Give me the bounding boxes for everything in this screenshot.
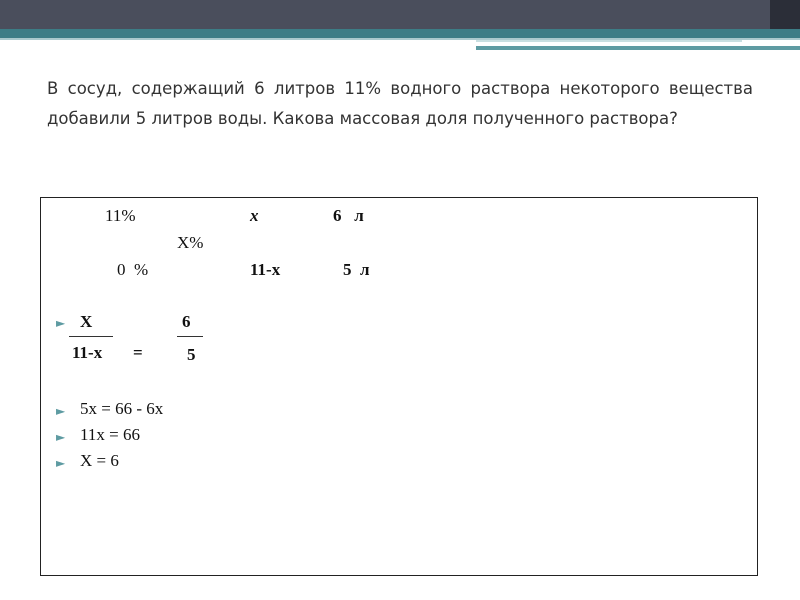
scheme-result-percent: X% <box>177 233 204 252</box>
solution-step: 5x = 66 - 6x <box>80 399 164 418</box>
scheme-row1-volume: 6 л <box>333 206 364 225</box>
bullet-icon: ► <box>56 316 66 330</box>
proportion-right-numerator: 6 <box>182 312 191 331</box>
scheme-row1-variable: x <box>250 206 259 225</box>
header-dark-bar <box>0 0 800 29</box>
solution-box <box>40 197 758 576</box>
bullet-icon: ► <box>56 456 66 470</box>
header-dark-corner <box>770 0 800 29</box>
proportion-left-numerator: X <box>80 312 93 331</box>
header-teal-bar <box>0 29 800 38</box>
solution-step: X = 6 <box>80 451 119 470</box>
proportion-right-denominator: 5 <box>187 345 196 364</box>
proportion-left-denominator: 11-x <box>72 343 103 362</box>
header-accent-line <box>476 46 800 50</box>
scheme-row2-variable: 11-x <box>250 260 281 279</box>
solution-step: 11x = 66 <box>80 425 140 444</box>
proportion-equals-sign: = <box>133 343 143 362</box>
fraction-bar-right <box>177 336 203 337</box>
problem-statement: В сосуд, содержащий 6 литров 11% водного раствора некоторого вещества добавили 5 литров воды. Какова массовая доля полученного раствора? <box>47 79 753 128</box>
header-pale-line <box>476 40 742 42</box>
bullet-icon: ► <box>56 430 66 444</box>
fraction-bar-left <box>69 336 113 337</box>
scheme-row1-percent: 11% <box>105 206 136 225</box>
scheme-row2-percent: 0 % <box>117 260 149 279</box>
bullet-icon: ► <box>56 404 66 418</box>
scheme-row2-volume: 5 л <box>343 260 370 279</box>
